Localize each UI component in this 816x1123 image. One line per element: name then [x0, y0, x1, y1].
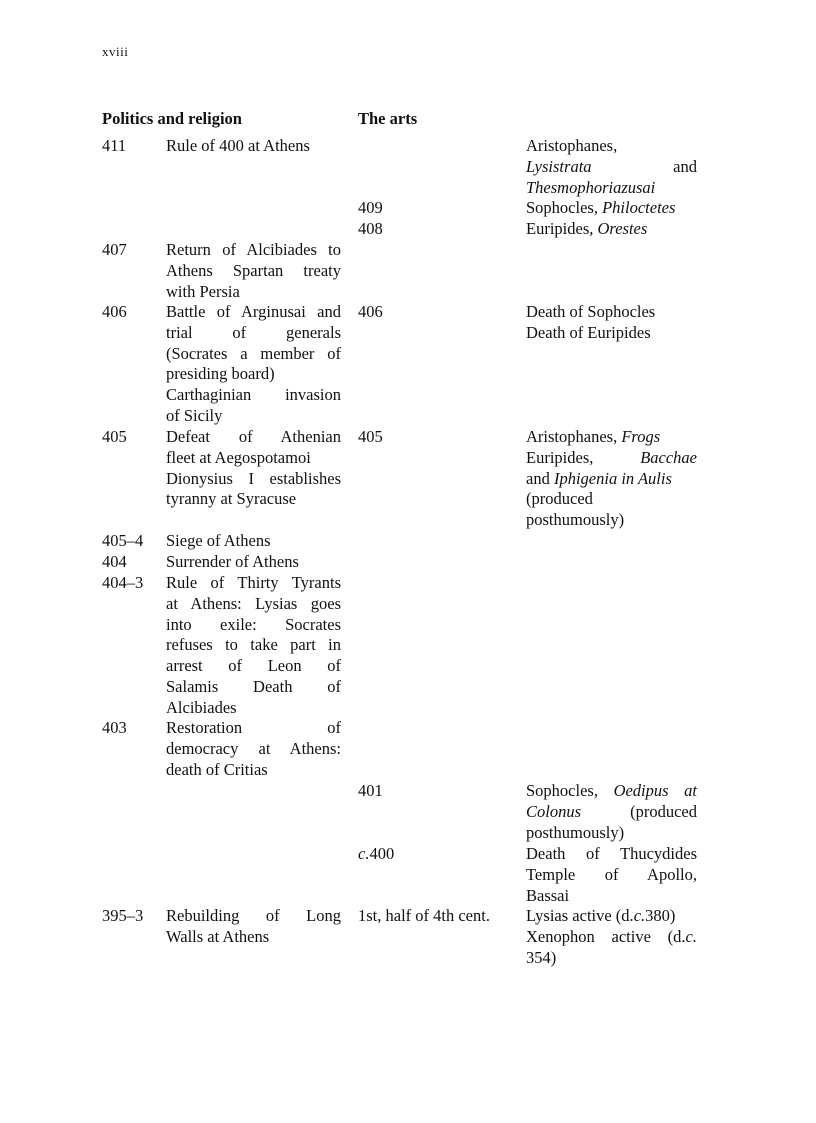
work-title: Philoctetes [602, 198, 676, 217]
circa-abbrev: c. [633, 906, 646, 925]
politics-event [166, 136, 341, 157]
politics-date: 407 [102, 240, 127, 259]
event-line: presiding board) [166, 364, 275, 384]
event-line: Carthaginian invasion [166, 385, 341, 405]
politics-date: 403 [102, 718, 127, 737]
event-line: Death of Euripides [526, 322, 651, 342]
event-line: at Athens: Lysias goes [166, 593, 341, 613]
event-line: Euripides, Bacchae [526, 447, 697, 467]
event-line: Xenophon active (d.c. [526, 926, 697, 946]
circa-prefix: c. [358, 844, 370, 863]
event-line: democracy at Athens: [166, 738, 341, 758]
event-line: Alcibiades [166, 697, 237, 717]
event-line: Sophocles, Philoctetes [526, 198, 676, 217]
event-line: Rebuilding of Long [166, 906, 341, 925]
event-line [526, 178, 697, 199]
circa-abbrev: c. [685, 926, 697, 946]
politics-event [166, 573, 341, 719]
event-line: Dionysius I establishes [166, 468, 341, 488]
event-line: Battle of Arginusai and [166, 302, 341, 321]
politics-event [166, 531, 341, 552]
politics-event [166, 427, 341, 510]
event-line: with Persia [166, 281, 240, 301]
politics-date: 411 [102, 136, 127, 155]
column-header-arts: The arts [358, 109, 418, 128]
event-line: (produced [526, 489, 593, 509]
work-title: Thesmophoriazusai [526, 177, 656, 197]
event-line: Salamis Death of [166, 676, 341, 696]
work-title: Lysistrata [526, 156, 592, 176]
event-line: posthumously) [526, 510, 625, 530]
date-value: 400 [369, 844, 395, 863]
event-line: refuses to take part in [166, 635, 341, 655]
event-line: Restoration of [166, 718, 341, 737]
event-line: Rule of Thirty Tyrants [166, 573, 341, 592]
event-line: Aristophanes, [526, 136, 618, 155]
arts-date: 1st, half of 4th cent. [358, 906, 490, 925]
politics-event [166, 240, 341, 302]
column-header-politics: Politics and religion [102, 109, 242, 128]
arts-date: 406 [358, 302, 383, 321]
event-line: Lysias active (d.c.380) [526, 906, 676, 925]
event-line: Siege of Athens [166, 531, 271, 550]
arts-event [526, 302, 697, 344]
arts-date: 409 [358, 198, 383, 217]
arts-event [526, 198, 697, 219]
event-line: Colonus (produced [526, 801, 697, 821]
politics-date: 404 [102, 552, 127, 571]
event-line: Surrender of Athens [166, 552, 299, 571]
politics-date: 404–3 [102, 573, 144, 592]
politics-event [166, 552, 341, 573]
event-line: Return of Alcibiades to [166, 240, 341, 259]
event-line: Athens Spartan treaty [166, 260, 341, 280]
event-line: tyranny at Syracuse [166, 489, 297, 509]
work-title: Frogs [621, 427, 661, 446]
work-title: Colonus [526, 801, 582, 821]
event-line: Rule of 400 at Athens [166, 136, 310, 155]
event-line: Bassai [526, 885, 570, 905]
event-line: trial of generals [166, 322, 341, 342]
event-line: death of Critias [166, 759, 268, 779]
politics-event [166, 906, 341, 948]
politics-event [166, 302, 341, 427]
event-line: fleet at Aegospotamoi [166, 447, 311, 467]
politics-date: 406 [102, 302, 127, 321]
arts-event [526, 781, 697, 843]
event-line: Death of Sophocles [526, 302, 656, 321]
work-title: Oedipus at [613, 781, 697, 800]
politics-event [166, 718, 341, 780]
event-line: Defeat of Athenian [166, 427, 341, 446]
event-line: Lysistrata and [526, 156, 697, 176]
politics-date: 405 [102, 427, 127, 446]
politics-date: 395–3 [102, 906, 144, 925]
event-line: into exile: Socrates [166, 614, 341, 634]
arts-event [526, 219, 697, 240]
arts-date: 408 [358, 219, 383, 238]
arts-date [358, 844, 394, 865]
event-line: Death of Thucydides [526, 844, 697, 863]
work-title: Bacchae [640, 447, 697, 467]
work-title: Orestes [597, 219, 648, 238]
page-number: xviii [102, 44, 129, 59]
event-line: Sophocles, Oedipus at [526, 781, 697, 800]
arts-event [526, 844, 697, 906]
arts-date: 405 [358, 427, 383, 446]
politics-date: 405–4 [102, 531, 144, 550]
work-title: Iphigenia in Aulis [553, 468, 672, 488]
event-line: of Sicily [166, 405, 223, 425]
event-line: Walls at Athens [166, 926, 270, 946]
arts-date: 401 [358, 781, 383, 800]
arts-event [526, 906, 697, 968]
event-line: Temple of Apollo, [526, 864, 697, 884]
event-line: Aristophanes, Frogs [526, 427, 661, 446]
arts-event [526, 136, 697, 198]
arts-event [526, 427, 697, 531]
event-line: (Socrates a member of [166, 343, 341, 363]
event-line: Euripides, Orestes [526, 219, 648, 238]
event-line: posthumously) [526, 822, 625, 842]
event-line: and Iphigenia in Aulis [526, 468, 672, 488]
event-line: arrest of Leon of [166, 656, 341, 676]
event-line: 354) [526, 947, 557, 967]
